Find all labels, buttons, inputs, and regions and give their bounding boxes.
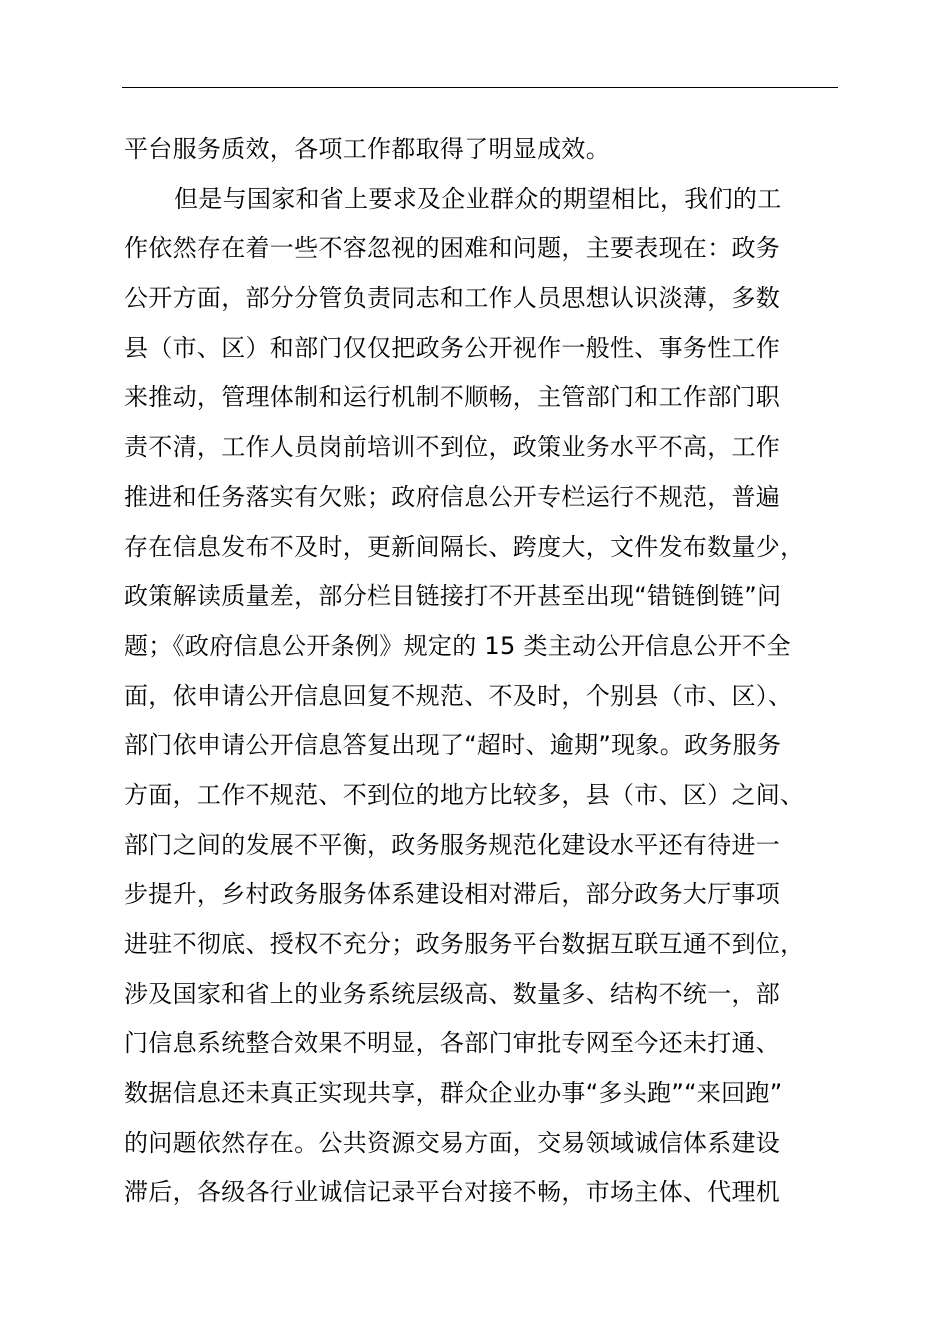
text-line: 方面，工作不规范、不到位的地方比较多，县（市、区）之间、 — [124, 780, 805, 809]
text-line: 题；《政府信息公开条例》规定的 15 类主动公开信息公开不全 — [124, 631, 791, 660]
text-line: 门信息系统整合效果不明显，各部门审批专网至今还未打通、 — [124, 1029, 781, 1058]
header-rule — [122, 87, 838, 88]
text-line: 公开方面，部分分管负责同志和工作人员思想认识淡薄，多数 — [124, 284, 781, 313]
text-line: 县（市、区）和部门仅仅把政务公开视作一般性、事务性工作 — [124, 333, 781, 362]
text-line: 推进和任务落实有欠账；政府信息公开专栏运行不规范，普遍 — [124, 482, 781, 511]
text-line: 部门依申请公开信息答复出现了“超时、逾期”现象。政务服务 — [124, 731, 782, 760]
text-line: 进驻不彻底、授权不充分；政务服务平台数据互联互通不到位， — [124, 930, 805, 958]
paragraph-start-line: 但是与国家和省上要求及企业群众的期望相比，我们的工 — [174, 184, 782, 213]
text-line: 作依然存在着一些不容忽视的困难和问题，主要表现在：政务 — [124, 234, 781, 263]
text-line: 平台服务质效，各项工作都取得了明显成效。 — [124, 135, 610, 163]
text-line: 面，依申请公开信息回复不规范、不及时，个别县（市、区）、 — [124, 681, 793, 710]
text-line: 来推动，管理体制和运行机制不顺畅，主管部门和工作部门职 — [124, 383, 781, 412]
text-line: 责不清，工作人员岗前培训不到位，政策业务水平不高，工作 — [124, 433, 781, 462]
text-line: 数据信息还未真正实现共享，群众企业办事“多头跑”“来回跑” — [124, 1079, 783, 1108]
text-line: 政策解读质量差，部分栏目链接打不开甚至出现“错链倒链”问 — [124, 582, 782, 611]
text-line: 步提升，乡村政务服务体系建设相对滞后，部分政务大厅事项 — [124, 880, 781, 909]
text-line: 滞后，各级各行业诚信记录平台对接不畅，市场主体、代理机 — [124, 1178, 781, 1207]
text-line: 的问题依然存在。公共资源交易方面，交易领域诚信体系建设 — [124, 1128, 781, 1157]
text-line: 涉及国家和省上的业务系统层级高、数量多、结构不统一，部 — [124, 979, 781, 1008]
text-line: 部门之间的发展不平衡，政务服务规范化建设水平还有待进一 — [124, 830, 781, 859]
text-line: 存在信息发布不及时，更新间隔长、跨度大，文件发布数量少， — [124, 532, 805, 561]
body-text — [124, 125, 864, 1218]
